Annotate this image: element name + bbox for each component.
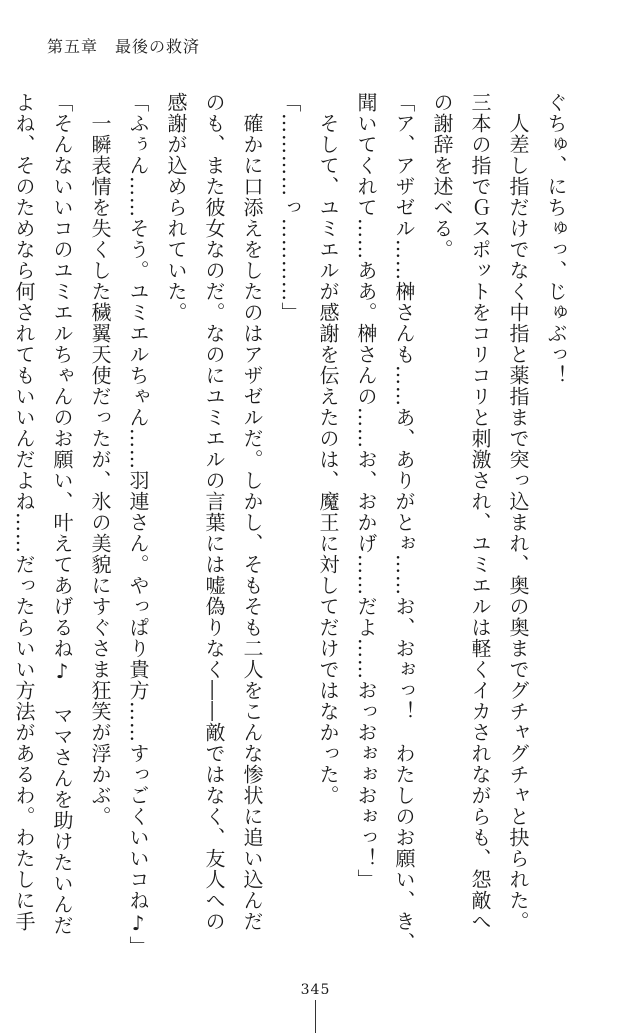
text-line: ぐちゅ、にちゅっ、じゅぶっ！ (544, 92, 568, 386)
text-line: 人差し指だけでなく中指と薬指まで突っ込まれ、奥の奥までグチャグチャと抉られた。 (506, 92, 530, 932)
folio-rule (315, 1000, 316, 1033)
text-line: 三本の指でＧスポットをコリコリと刺激され、ユミエルは軽くイカされながらも、怨敵へ (468, 92, 492, 932)
body-text (0, 92, 575, 962)
text-line: よね、そのためなら何されてもいいんだよね……だったらいい方法があるわ。わたしに手 (12, 92, 36, 932)
text-line: 「…………っ…………」 (278, 92, 302, 323)
running-head: 第五章 最後の救済 (47, 37, 201, 56)
text-line: 感謝が込められていた。 (164, 92, 188, 323)
text-line: のも、また彼女なのだ。なのにユミエルの言葉には嘘偽りなく――敵ではなく、友人への (202, 92, 226, 932)
text-line: 聞いてくれて……ああ。榊さんの……お、おかげ……だよ……おっおぉぉおぉっ！」 (354, 92, 378, 890)
text-line: そして、ユミエルが感謝を伝えたのは、魔王に対してだけではなかった。 (316, 92, 340, 806)
page-number: 345 (300, 982, 331, 998)
text-line: 一瞬表情を失くした穢翼天使だったが、氷の美貌にすぐさま狂笑が浮かぶ。 (88, 92, 112, 827)
text-line: 「そんないいコのユミエルちゃんのお願い、叶えてあげるね♪ ママさんを助けたいんだ (50, 92, 74, 936)
text-line: 「ア、アザゼル……榊さんも……あ、ありがとぉ……お、おぉっ！ わたしのお願い、き、 (392, 92, 416, 953)
text-line: 確かに口添えをしたのはアザゼルだ。しかし、そもそも二人をこんな惨状に追い込んだ (240, 92, 264, 932)
text-line: 「ふぅん……そう。ユミエルちゃん……羽連さん。やっぱり貴方……すっごくいいコね♪」 (126, 92, 150, 957)
text-line: の謝辞を述べる。 (430, 92, 454, 260)
